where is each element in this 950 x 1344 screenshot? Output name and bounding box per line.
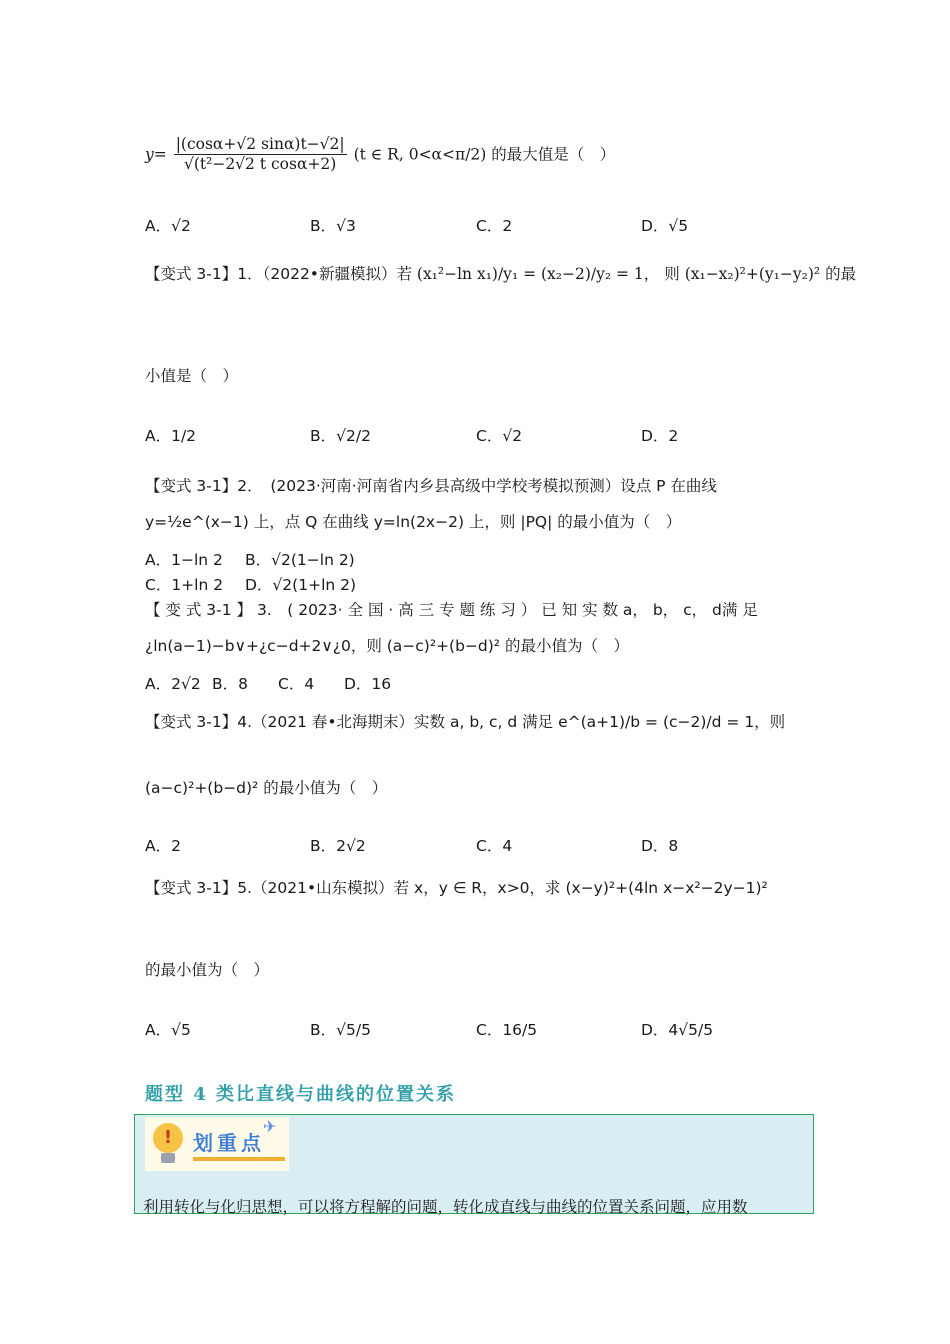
section-heading: 题型 4 类比直线与曲线的位置关系 xyxy=(145,1084,457,1105)
v3-line2: ¿ln(a−1)−b∨+¿c−d+2∨¿0，则 (a−c)²+(b−d)² 的最小值为（ ） xyxy=(145,637,629,655)
v1-option-b: B．√2/2 xyxy=(310,427,371,445)
q0-condition: (t ∈ R, 0<α<π/2) xyxy=(353,145,487,164)
badge-text: 划重点 xyxy=(193,1131,265,1155)
q0-denominator: √(t²−2√2 t cosα+2) xyxy=(183,155,337,174)
v1-line1 xyxy=(145,262,856,284)
v1-tail: 的最 xyxy=(825,265,857,283)
lightbulb-base xyxy=(161,1153,175,1163)
key-points-box xyxy=(134,1114,814,1214)
v3-option-c: C．4 xyxy=(278,675,315,693)
q0-lhs: y= xyxy=(145,145,167,164)
v2-line1: 【变式 3-1】2． (2023·河南·河南省内乡县高级中学校考模拟预测）设点 P 在曲线 xyxy=(145,477,717,495)
v5-option-d: D．4√5/5 xyxy=(641,1021,714,1039)
q0-option-a: A．√2 xyxy=(145,217,191,235)
v1-line2: 小值是（ ） xyxy=(145,367,239,385)
v3-line1: 【 变 式 3-1 】 3. ( 2023· 全 国 · 高 三 专 题 练 习 ） 已 知 实 数 a， b， c， d满 足 xyxy=(145,601,758,619)
key-points-text: 利用转化与化归思想，可以将方程解的问题，转化成直线与曲线的位置关系问题，应用数 xyxy=(143,1198,748,1216)
v5-option-a: A．√5 xyxy=(145,1021,191,1039)
q0-fraction xyxy=(174,135,347,175)
v3-option-a: A．2√2 xyxy=(145,675,201,693)
q0-formula xyxy=(145,135,615,175)
v4-line2: (a−c)²+(b−d)² 的最小值为（ ） xyxy=(145,779,388,797)
lightbulb-icon: ! xyxy=(153,1123,183,1153)
v4-line1: 【变式 3-1】4.（2021 春•北海期末）实数 a, b, c, d 满足 e^(a+1)/b = (c−2)/d = 1，则 xyxy=(145,713,786,731)
v4-option-c: C．4 xyxy=(476,837,513,855)
v4-option-d: D．8 xyxy=(641,837,679,855)
v1-option-d: D．2 xyxy=(641,427,679,445)
v2-line2: y=½e^(x−1) 上，点 Q 在曲线 y=ln(2x−2) 上，则 |PQ| 的最小值为（ ） xyxy=(145,513,682,531)
v1-option-c: C．√2 xyxy=(476,427,523,445)
key-points-badge xyxy=(145,1117,289,1171)
q0-option-b: B．√3 xyxy=(310,217,356,235)
v5-line2: 的最小值为（ ） xyxy=(145,961,270,979)
v2-option-a: A．1−ln 2 xyxy=(145,551,223,569)
q0-option-c: C．2 xyxy=(476,217,513,235)
v5-option-b: B．√5/5 xyxy=(310,1021,371,1039)
paper-plane-icon: ✈ xyxy=(263,1117,277,1136)
q0-tail: 的最大值是（ ） xyxy=(491,145,616,164)
v1-option-a: A．1/2 xyxy=(145,427,197,445)
v2-option-d: D．√2(1+ln 2) xyxy=(245,576,357,594)
v3-option-d: D．16 xyxy=(344,675,392,693)
v5-line1: 【变式 3-1】5.（2021•山东模拟）若 x，y ∈ R，x>0，求 (x−y)²+(4ln x−x²−2y−1)² xyxy=(145,879,768,897)
q0-numerator: |(cosα+√2 sinα)t−√2| xyxy=(174,135,347,155)
v2-option-c: C．1+ln 2 xyxy=(145,576,224,594)
badge-underline xyxy=(193,1157,285,1161)
v3-option-b: B．8 xyxy=(212,675,248,693)
v1-mid: 则 xyxy=(664,265,680,283)
v1-tag: 【变式 3-1】1．（2022•新疆模拟）若 xyxy=(145,265,412,283)
v5-option-c: C．16/5 xyxy=(476,1021,538,1039)
v4-option-b: B．2√2 xyxy=(310,837,366,855)
v4-option-a: A．2 xyxy=(145,837,181,855)
v1-expr: (x₁−x₂)²+(y₁−y₂)² xyxy=(684,265,821,283)
q0-option-d: D．√5 xyxy=(641,217,689,235)
v2-option-b: B．√2(1−ln 2) xyxy=(245,551,355,569)
v1-cond: (x₁²−ln x₁)/y₁ = (x₂−2)/y₂ = 1， xyxy=(416,265,660,283)
